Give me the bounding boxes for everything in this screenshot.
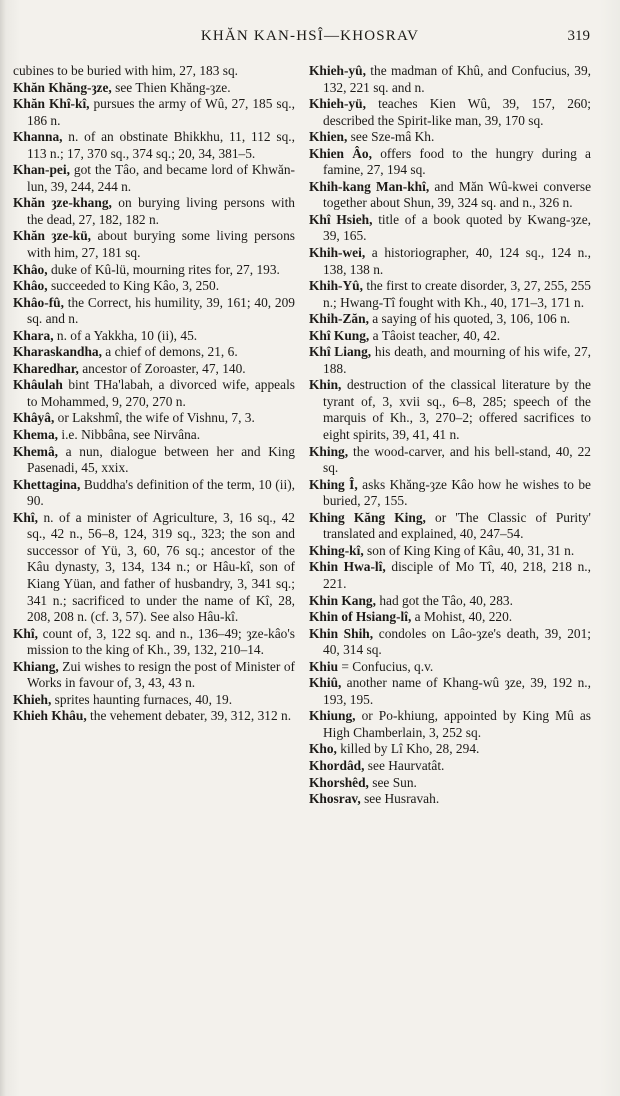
entry-headword: Khih-kang Man-khî,	[309, 178, 430, 194]
index-entry	[13, 410, 295, 427]
index-entry	[13, 626, 295, 659]
entry-headword: Khan-pei,	[13, 162, 70, 178]
index-entry	[309, 328, 591, 345]
entry-text: about burying some living persons with him, 27, 181 sq.	[27, 228, 295, 261]
entry-text: a Tâoist teacher, 40, 42.	[369, 327, 501, 343]
index-entry	[309, 543, 591, 560]
entry-headword: Khin,	[309, 377, 342, 393]
index-entry	[309, 377, 591, 443]
entry-text: title of a book quoted by Kwang-ȝze, 39, 165.	[323, 211, 591, 244]
index-entry	[13, 195, 295, 228]
entry-headword: Kharedhar,	[13, 360, 79, 376]
entry-text: pursues the army of Wû, 27, 185 sq., 186 n.	[27, 96, 295, 128]
index-entry	[309, 775, 591, 792]
entry-headword: Khieh-yü,	[309, 96, 366, 112]
entry-text: or Lakshmî, the wife of Vishnu, 7, 3.	[54, 410, 255, 426]
index-entry	[13, 129, 295, 162]
index-entry	[13, 262, 295, 279]
entry-headword: Khâo,	[13, 278, 48, 294]
index-entry	[13, 377, 295, 410]
index-entry	[13, 708, 295, 725]
entry-headword: Khih-Yû,	[309, 278, 363, 294]
entry-headword: Khî,	[13, 625, 38, 641]
entry-headword: Kharaskandha,	[13, 344, 102, 360]
index-entry	[309, 96, 591, 129]
entry-headword: Khing Kăng King,	[309, 509, 426, 525]
entry-text: a nun, dialogue between her and King Pasenadi, 45, xxix.	[27, 443, 295, 476]
entry-text: Zui wishes to resign the post of Minister of Works in favour of, 3, 43, 43 n.	[27, 658, 295, 691]
index-entry	[13, 278, 295, 295]
entry-headword: Khî,	[13, 509, 38, 525]
index-entry	[309, 609, 591, 626]
entry-headword: Khien Âo,	[309, 145, 372, 161]
entry-headword: Khemâ,	[13, 443, 59, 459]
entry-text: disciple of Mo Tî, 40, 218, 218 n., 221.	[323, 559, 591, 591]
entry-text: bint THa'labah, a divorced wife, appeals to Mohammed, 9, 270, 270 n.	[27, 377, 295, 409]
entry-headword: Khing,	[309, 443, 349, 459]
entry-headword: Khăn ȝze-khang,	[13, 195, 112, 211]
index-entry	[309, 245, 591, 278]
entry-text: on burying living persons with the dead, 27, 182, 182 n.	[27, 195, 296, 227]
entry-text: a saying of his quoted, 3, 106, 106 n.	[368, 311, 571, 327]
entry-text: another name of Khang-wû ȝze, 39, 192 n., 193, 195.	[323, 675, 591, 707]
entry-text: n. of a minister of Agriculture, 3, 16 sq., 42 sq., 42 n., 56–8, 124, 319 sq., 323; the son and successor of Yü, 3, 60, 76 sq.; ancestor of the Kâu dynasty, 3, 134, 134 n.; or Hâu-kî, son of Kiang Yüan, and father of husbandry, 3, 341 sq.; 341 n.; sacrificed to under the name of Kî, 28, 208, 208 n. (cf. 3, 57). See also Hâu-kî.	[27, 509, 295, 625]
entry-text: n. of a Yakkha, 10 (ii), 45.	[53, 327, 198, 343]
entry-text: see Sun.	[368, 774, 417, 790]
index-entry	[309, 758, 591, 775]
index-entry	[309, 212, 591, 245]
entry-text: = Confucius, q.v.	[338, 658, 434, 674]
entry-headword: Khâo,	[13, 261, 48, 277]
entry-text: Buddha's definition of the term, 10 (ii), 90.	[27, 476, 295, 509]
entry-text: ancestor of Zoroaster, 47, 140.	[78, 360, 246, 376]
index-entry	[309, 278, 591, 311]
entry-text: asks Khăng-ȝze Kâo how he wishes to be buried, 27, 155.	[323, 476, 591, 509]
entry-headword: Khiu	[309, 658, 339, 674]
entry-text: killed by Lî Kho, 28, 294.	[336, 741, 480, 757]
entry-headword: Kho,	[309, 741, 337, 757]
entry-text: cubines to be buried with him, 27, 183 sq.	[13, 63, 239, 78]
index-entry	[13, 692, 295, 709]
index-entry	[309, 510, 591, 543]
entry-headword: Khî Hsieh,	[309, 211, 373, 227]
entry-headword: Khâyâ,	[13, 410, 55, 426]
left-column	[13, 63, 295, 725]
right-column	[309, 63, 591, 808]
index-entry	[309, 63, 591, 96]
entry-text: destruction of the classical literature by the tyrant of, 3, xvii sq., 6–8, 285; speech of the marquis of Kh., 3, 270–2; offered sacrifices to eight spirits, 39, 41, 41 n.	[323, 377, 591, 443]
entry-text: see Sze-mâ Kh.	[347, 129, 435, 145]
entry-headword: Khema,	[13, 427, 59, 443]
index-entry	[13, 96, 295, 129]
index-entry	[309, 311, 591, 328]
index-entry	[309, 708, 591, 741]
entry-headword: Khih-wei,	[309, 245, 366, 261]
entry-text: sprites haunting furnaces, 40, 19.	[51, 691, 233, 707]
entry-headword: Khosrav,	[309, 791, 361, 807]
entry-headword: Khin Shih,	[309, 625, 374, 641]
entry-headword: Khî Kung,	[309, 327, 370, 343]
page-number: 319	[567, 28, 590, 44]
entry-headword: Khanna,	[13, 129, 63, 145]
index-entry	[13, 63, 295, 80]
entry-headword: Khieh-yû,	[309, 63, 366, 78]
index-entry	[309, 344, 591, 377]
index-entry	[13, 477, 295, 510]
index-entry	[13, 295, 295, 328]
index-entry	[13, 444, 295, 477]
running-head	[0, 26, 620, 46]
entry-text: got the Tâo, and became lord of Khwăn-lun, 39, 244, 244 n.	[27, 162, 295, 194]
entry-headword: Khorshêd,	[309, 774, 369, 790]
entry-headword: Khettagina,	[13, 476, 81, 492]
entry-text: i.e. Nibbâna, see Nirvâna.	[58, 427, 201, 443]
entry-text: the Correct, his humility, 39, 161; 40, 209 sq. and n.	[27, 294, 295, 327]
index-entry	[13, 510, 295, 626]
entry-text: his death, and mourning of his wife, 27, 188.	[323, 344, 591, 376]
entry-text: had got the Tâo, 40, 283.	[375, 592, 513, 608]
entry-headword: Khieh Khâu,	[13, 708, 87, 724]
entry-text: succeeded to King Kâo, 3, 250.	[47, 278, 220, 294]
index-entry	[309, 791, 591, 808]
index-entry	[309, 593, 591, 610]
index-entry	[309, 741, 591, 758]
entry-headword: Khiang,	[13, 658, 59, 674]
index-entry	[309, 659, 591, 676]
entry-headword: Khin of Hsiang-lî,	[309, 609, 412, 625]
index-entry	[13, 80, 295, 97]
entry-text: the vehement debater, 39, 312, 312 n.	[86, 708, 292, 724]
entry-headword: Khiû,	[309, 675, 342, 691]
index-entry	[309, 675, 591, 708]
entry-headword: Khordâd,	[309, 757, 365, 773]
entry-headword: Khî Liang,	[309, 344, 372, 360]
entry-text: a chief of demons, 21, 6.	[101, 344, 238, 360]
entry-text: the madman of Khû, and Confucius, 39, 132, 221 sq. and n.	[323, 63, 591, 95]
entry-text: n. of an obstinate Bhikkhu, 11, 112 sq., 113 n.; 17, 370 sq., 374 sq.; 20, 34, 381–5.	[27, 129, 295, 161]
index-entry	[309, 129, 591, 146]
entry-text: see Haurvatât.	[364, 757, 445, 773]
entry-headword: Khien,	[309, 129, 348, 145]
index-entry	[13, 162, 295, 195]
index-entry	[309, 179, 591, 212]
index-entry	[13, 659, 295, 692]
entry-headword: Khing-kî,	[309, 542, 364, 558]
index-entry	[13, 361, 295, 378]
entry-headword: Khin Kang,	[309, 592, 376, 608]
entry-text: the wood-carver, and his bell-stand, 40, 22 sq.	[323, 443, 591, 476]
index-entry	[13, 228, 295, 261]
entry-text: son of King King of Kâu, 40, 31, 31 n.	[363, 542, 575, 558]
entry-headword: Khiung,	[309, 708, 356, 724]
index-entry	[309, 444, 591, 477]
entry-headword: Khara,	[13, 327, 54, 343]
entry-headword: Khăn Khî-kî,	[13, 96, 90, 112]
entry-headword: Khâo-fû,	[13, 294, 64, 310]
entry-headword: Khin Hwa-lî,	[309, 559, 386, 575]
index-entry	[309, 146, 591, 179]
index-entry	[309, 626, 591, 659]
entry-headword: Khăn ȝze-kü,	[13, 228, 92, 244]
entry-headword: Khăn Khăng-ȝze,	[13, 79, 112, 95]
entry-headword: Khing Î,	[309, 476, 358, 492]
entry-text: duke of Kû-lü, mourning rites for, 27, 193.	[47, 261, 280, 277]
index-entry	[13, 427, 295, 444]
entry-text: a historiographer, 40, 124 sq., 124 n., 138, 138 n.	[323, 245, 591, 277]
entry-text: count of, 3, 122 sq. and n., 136–49; ȝze-kâo's mission to the king of Kh., 39, 132, 210–14.	[27, 625, 295, 658]
entry-text: teaches Kien Wû, 39, 157, 260; described the Spirit-like man, 39, 170 sq.	[323, 96, 591, 128]
index-entry	[13, 344, 295, 361]
entry-headword: Khâulah	[13, 377, 63, 393]
entry-text: and Măn Wû-kwei converse together about Shun, 39, 324 sq. and n., 326 n.	[323, 178, 592, 211]
entry-text: the first to create disorder, 3, 27, 255, 255 n.; Hwang-Tî fought with Kh., 40, 171–3, 171 n.	[323, 278, 591, 310]
entry-text: condoles on Lâo-ȝze's death, 39, 201; 40, 314 sq.	[323, 625, 592, 658]
entry-text: see Thien Khăng-ȝze.	[111, 79, 231, 95]
entry-text: offers food to the hungry during a famine, 27, 194 sq.	[323, 145, 591, 178]
index-entry	[309, 477, 591, 510]
index-entry	[309, 559, 591, 592]
entry-text: see Husravah.	[360, 791, 440, 807]
entry-text: or Po-khiung, appointed by King Mû as High Chamberlain, 3, 252 sq.	[323, 708, 591, 740]
entry-headword: Khieh,	[13, 691, 52, 707]
entry-text: or 'The Classic of Purity' translated and explained, 40, 247–54.	[323, 509, 591, 542]
index-entry	[13, 328, 295, 345]
page-title: KHĂN KAN-HSÎ—KHOSRAV	[200, 28, 420, 44]
entry-headword: Khih-Zăn,	[309, 311, 369, 327]
entry-text: a Mohist, 40, 220.	[411, 609, 513, 625]
